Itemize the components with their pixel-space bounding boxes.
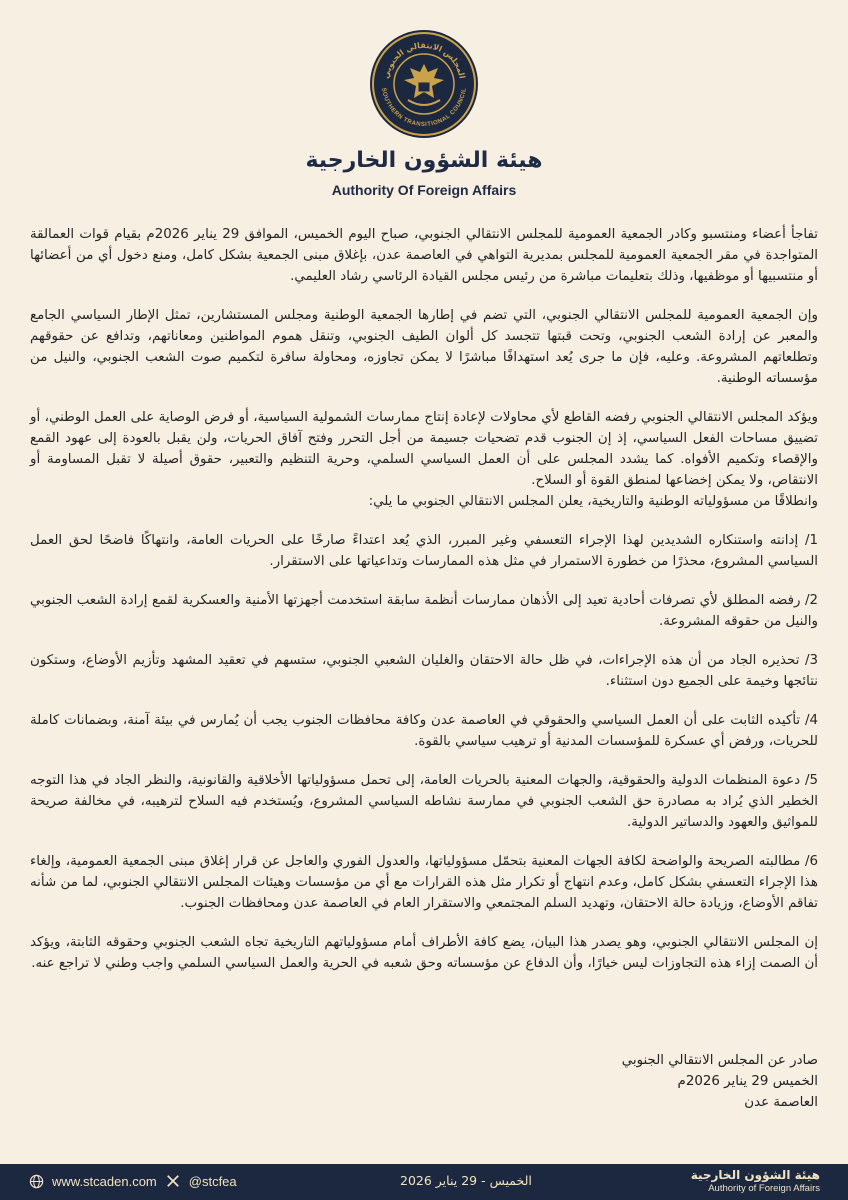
paragraph-intro: تفاجأ أعضاء ومنتسبو وكادر الجمعية العمومية للمجلس الانتقالي الجنوبي، صباح اليوم الخميس، الموافق 29 يناير 2026م بقيام قوات العمالقة المتواجدة في مقر الجمعية العمومية للمجلس بمديرية التواهي في العاصمة عدن، بإغلاق مبنى الجمعية بشكل كامل، ومنع دخول أي من أعضائها أو منتسبيها أو موظفيها، وذلك بتعليمات مباشرة من رئيس مجلس القيادة الرئاسي رشاد العليمي. [30, 227, 819, 284]
list-item-4: 4/ تأكيده الثابت على أن العمل السياسي والحقوقي في العاصمة عدن وكافة محافظات الجنوب يجب أن يُمارس في بيئة آمنة، وبضمانات كاملة للحريات، ورفض أي عسكرة للمؤسسات المدنية أو ترهيب سياسي بالقوة. [30, 713, 818, 749]
signature-date: الخميس 29 يناير 2026م [677, 1074, 818, 1089]
footer-date: الخميس - 29 يناير 2026 [400, 1173, 532, 1188]
list-item-2: 2/ رفضه المطلق لأي تصرفات أحادية تعيد إلى الأذهان ممارسات أنظمة سابقة استخدمت أجهزتها الأمنية والعسكرية لقمع إرادة الشعب الجنوبي والنيل من حقوقه المشروعة. [30, 593, 818, 629]
signature-place: العاصمة عدن [744, 1095, 818, 1110]
council-seal [368, 28, 480, 140]
paragraph-announcement: وانطلاقًا من مسؤولياته الوطنية والتاريخية، يعلن المجلس الانتقالي الجنوبي ما يلي: [368, 494, 818, 509]
list-item-3: 3/ تحذيره الجاد من أن هذه الإجراءات، في ظل حالة الاحتقان والغليان الشعبي الجنوبي، ستسهم في تعقيد المشهد وتأزيم الأوضاع، وستكون نتائجها وخيمة على الجميع دون استثناء. [30, 653, 818, 689]
page-title-en: Authority Of Foreign Affairs [331, 182, 517, 198]
list-item-5: 5/ دعوة المنظمات الدولية والحقوقية، والجهات المعنية بالحريات العامة، إلى تحمل مسؤولياتها الأخلاقية والقانونية، والنظر الجاد في هذا التوجه الخطير الذي يُراد به مصادرة حق الشعب الجنوبي في ممارسة نشاطه السياسي المشروع، ويُستخدم فيه السلاح لترهيبه، في مخالفة صريحة للمواثيق والعهود والدساتير الدولية. [30, 773, 818, 830]
signature-issuer: صادر عن المجلس الانتقالي الجنوبي [621, 1053, 818, 1068]
globe-icon [28, 1173, 44, 1189]
seal-text-en: SOUTHERN TRANSITIONAL COUNCIL [380, 87, 468, 129]
footer-brand-en: Authority of Foreign Affairs [708, 1183, 820, 1194]
list-item-6: 6/ مطالبته الصريحة والواضحة لكافة الجهات المعنية بتحمّل مسؤولياتها، والعدول الفوري والعاجل عن قرار إغلاق مبنى الجمعية العمومية، وإلغاء هذا الإجراء التعسفي بشكل كامل، وعدم انتهاج أو تكرار مثل هذه القرارات مع أي من مؤسسات وهيئات المجلس الانتقالي الجنوبي، لما من شأنه تفاقم الأوضاع، وزيادة حالة الاحتقان، وتهديد السلم المجتمعي والاستقرار العام في العاصمة عدن ومحافظات الجنوب. [30, 854, 818, 911]
paragraph-assembly: وإن الجمعية العمومية للمجلس الانتقالي الجنوبي، التي تضم في إطارها الجمعية الوطنية ومجلس المستشارين، تمثل الإطار السياسي الجامع والمعبر عن إرادة الشعب الجنوبي، وتحت قبتها تتجسد كل ألوان الطيف الجنوبي، وتنقل هموم المواطنين ومعاناتهم، وتدافع عن حقوقهم وتطلعاتهم المشروعة. وعليه، فإن ما جرى يُعد استهدافًا مباشرًا لا يمكن تجاوزه، ومحاولة سافرة لتكميم صوت الشعب الجنوبي، والنيل من مؤسساته الوطنية. [30, 308, 818, 386]
list-item-1: 1/ إدانته واستنكاره الشديدين لهذا الإجراء التعسفي وغير المبرر، الذي يُعد اعتداءً صارخًا على الحريات العامة، وانتهاكًا فاضحًا لحق العمل السياسي المشروع، محذرًا من خطورة الاستمرار في مثل هذه الممارسات وتداعياتها على الاستقرار. [30, 533, 818, 569]
x-logo-icon [165, 1173, 181, 1189]
paragraph-rejection: ويؤكد المجلس الانتقالي الجنوبي رفضه القاطع لأي محاولات لإعادة إنتاج ممارسات الشمولية السياسية، أو فرض الوصاية على العمل الوطني، أو تضييق مساحات الفعل السياسي، إذ إن الجنوب قدم تضحيات جسيمة من أجل التحرر وفتح آفاق الحريات، ولن يقبل بالعودة إلى عهود القمع والإقصاء وتكميم الأفواه. كما يشدد المجلس على أن العمل السياسي السلمي، وحرية التنظيم والتعبير، حقوق أصيلة لا تقبل المساومة أو الانتقاص، ولا يمكن إخضاعها لمنطق القوة أو السلاح. [30, 410, 818, 488]
footer-bar [0, 1164, 848, 1200]
signature-block [478, 1050, 818, 1113]
footer-contacts [28, 1173, 237, 1189]
statement-body [30, 224, 818, 992]
paragraph-closing: إن المجلس الانتقالي الجنوبي، وهو يصدر هذا البيان، يضع كافة الأطراف أمام مسؤولياتهم التاريخية تجاه الشعب الجنوبي وحقوقه الثابتة، ويؤكد أن الصمت إزاء هذه التجاوزات ليس خيارًا، وأن الدفاع عن مؤسساته وحق شعبه في الحرية والعمل السياسي السلمي واجب وطني لا تراجع عنه. [30, 935, 818, 971]
social-handle[interactable]: @stcfea [188, 1173, 237, 1189]
seal-text-ar: المجلس الانتقالي الجنوبي [381, 40, 467, 80]
footer-brand [691, 1167, 820, 1195]
page-title-ar: هيئة الشؤون الخارجية [305, 148, 543, 173]
website-link[interactable]: www.stcaden.com [52, 1173, 157, 1189]
footer-brand-ar: هيئة الشؤون الخارجية [690, 1168, 820, 1182]
